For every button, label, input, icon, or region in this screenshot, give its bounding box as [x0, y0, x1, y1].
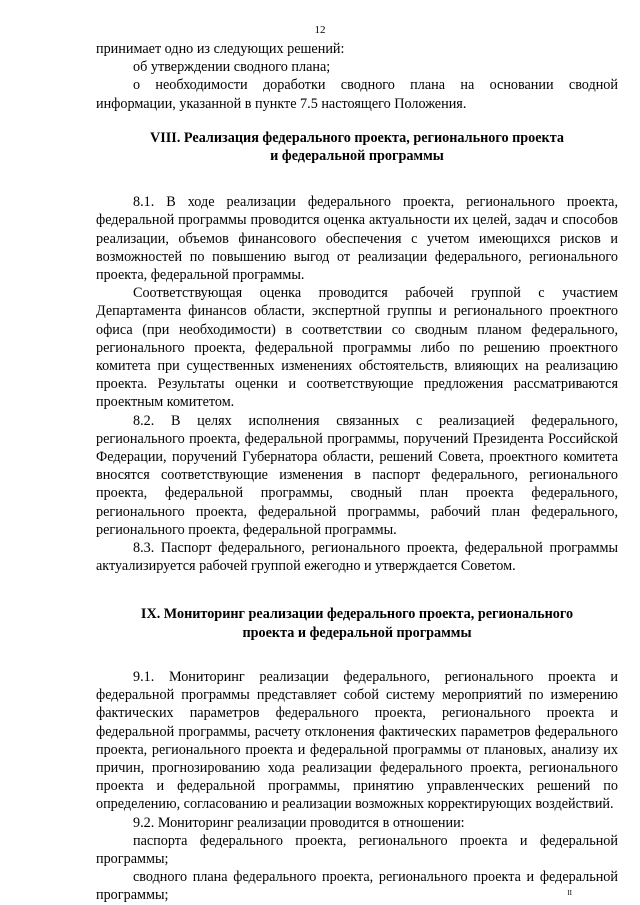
- list-item-passport: паспорта федерального проекта, регионального проекта и федеральной программы;: [96, 832, 618, 867]
- section-9-title-line-1: IX. Мониторинг реализации федерального проекта, регионального: [140, 606, 574, 623]
- section-8-title-line-2: и федеральной программы: [270, 148, 444, 165]
- list-item-summary-plan: сводного плана федерального проекта, регионального проекта и федеральной программы;: [96, 869, 618, 904]
- section-9-title-line-2: проекта и федеральной программы: [242, 624, 472, 641]
- paragraph-8-2: 8.2. В целях исполнения связанных с реализацией федерального, регионального проекта, федеральной программы, поручений Президента Российской Федерации, поручений Губернатора области, решений Совета, проектного комитета вносятся соответствующие изменения в паспорт федерального, регионального проекта, федеральной программы, сводный план проекта федерального, регионального проекта, федеральной программы, рабочий план федерального, регионального проекта, федеральной программы.: [96, 412, 618, 538]
- intro-line-1: принимает одно из следующих решений:: [96, 41, 345, 57]
- section-8-heading: [96, 129, 618, 165]
- paragraph-8-1: 8.1. В ходе реализации федерального проекта, регионального проекта, федеральной программы проводится оценка актуальности их целей, задач и способов реализации, объемов финансового обеспечения с учетом имеющихся рисков и возможностей по повышению выгод от реализации федерального, регионального проекта, федеральной программы.: [96, 194, 618, 284]
- page-number: 12: [314, 24, 326, 36]
- paragraph-8-1-assessment: Соответствующая оценка проводится рабочей группой с участием Департамента финансов области, экспертной группы и регионального проектного офиса (при необходимости) в соответствии со сводным планом федерального, регионального проекта, федеральной программы либо по решению проектного комитета при существенных изменениях обстоятельств, влияющих на реализацию проекта. Результаты оценки и соответствующие предложения рассматриваются проектным комитетом.: [96, 285, 618, 411]
- footer-mark: II: [567, 889, 572, 897]
- paragraph-9-1: 9.1. Мониторинг реализации федерального, регионального проекта и федеральной программы представляет собой систему мероприятий по измерению фактических параметров федерального проекта, регионального проекта и федеральной программы, расчету отклонения фактических параметров федерального проекта, регионального проекта и федеральной программы от плановых, анализу их причин, прогнозированию хода реализации федерального проекта, регионального проекта и федеральной программы, принятию управленческих решений по определению, согласованию и реализации возможных корректирующих воздействий.: [96, 668, 618, 813]
- paragraph-8-3: 8.3. Паспорт федерального, регионального проекта, федеральной программы актуализируется рабочей группой ежегодно и утверждается Советом.: [96, 540, 618, 575]
- paragraph-9-2: 9.2. Мониторинг реализации проводится в отношении:: [133, 814, 465, 831]
- section-9-heading: [96, 605, 618, 641]
- section-8-title-line-1: VIII. Реализация федерального проекта, регионального проекта: [150, 129, 564, 146]
- intro-line-3: о необходимости доработки сводного плана на основании сводной информации, указанной в пункте 7.5 настоящего Положения.: [96, 77, 618, 112]
- intro-line-2: об утверждении сводного плана;: [133, 59, 331, 76]
- document-body: [96, 40, 618, 905]
